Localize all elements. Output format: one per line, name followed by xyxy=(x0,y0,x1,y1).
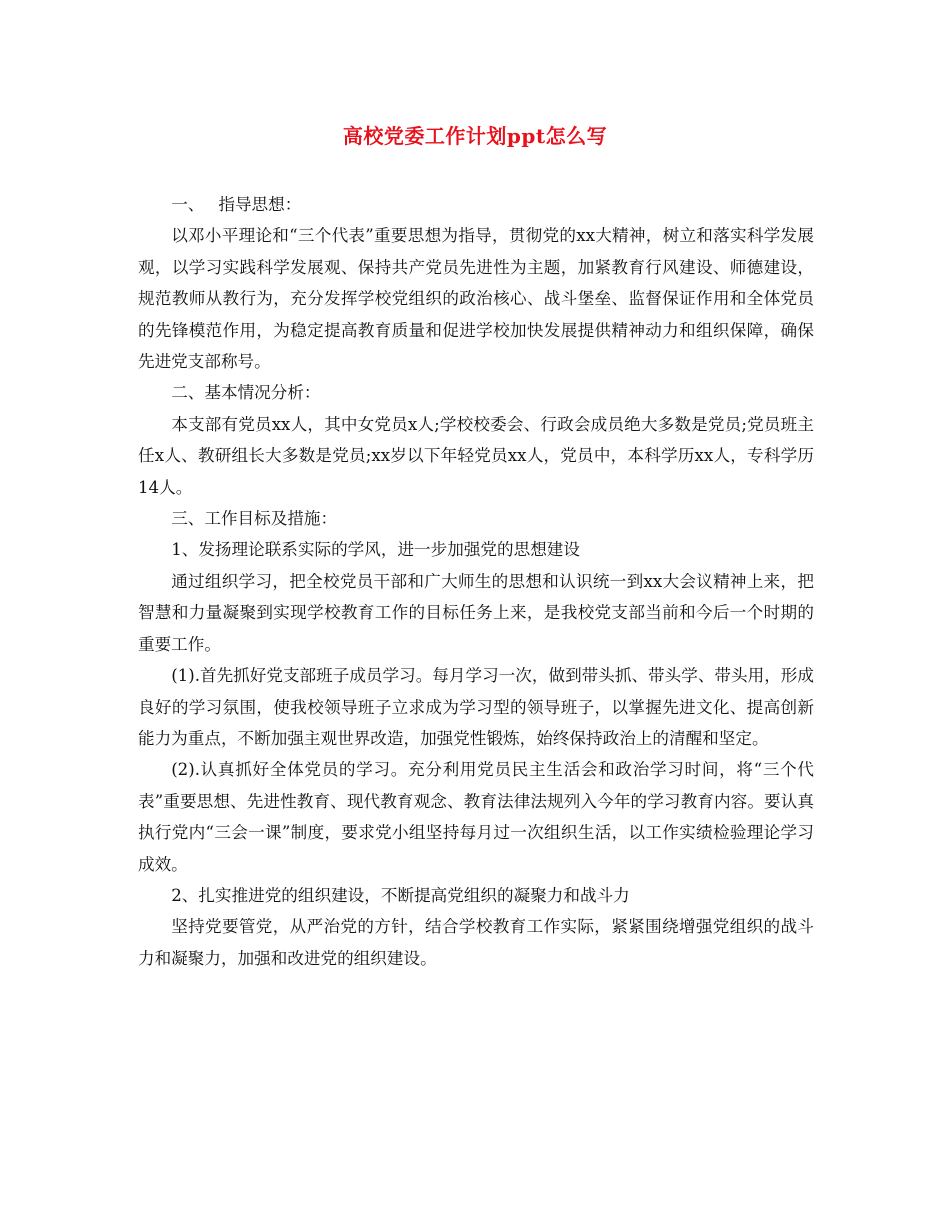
section-1-paragraph: 以邓小平理论和“三个代表”重要思想为指导，贯彻党的xx大精神，树立和落实科学发展观，以学习实践科学发展观、保持共产党员先进性为主题，加紧教育行风建设、师德建设，规范教师从教行为，充分发挥学校党组织的政治核心、战斗堡垒、监督保证作用和全体党员的先锋模范作用，为稳定提高教育质量和促进学校加快发展提供精神动力和组织保障，确保先进党支部称号。 xyxy=(138,226,814,372)
document-body xyxy=(138,189,814,974)
subsection-1-heading: 1、发扬理论联系实际的学风，进一步加强党的思想建设 xyxy=(171,540,580,560)
section-1-heading xyxy=(138,189,814,220)
subsection-2-paragraph: 坚持党要管党，从严治党的方针，结合学校教育工作实际，紧紧围绕增强党组织的战斗力和凝聚力，加强和改进党的组织建设。 xyxy=(138,917,814,968)
section-1-number: 一、 xyxy=(171,195,205,214)
section-2-heading: 二、基本情况分析： xyxy=(171,383,321,403)
section-3-heading: 三、工作目标及措施： xyxy=(171,509,338,529)
section-2-paragraph: 本支部有党员xx人，其中女党员x人;学校校委会、行政会成员绝大多数是党员;党员班主任x人、教研组长大多数是党员;xx岁以下年轻党员xx人，党员中，本科学历xx人，专科学历14人。 xyxy=(138,414,814,497)
document-title: 高校党委工作计划ppt怎么写 xyxy=(342,124,608,148)
subsection-2-heading: 2、扎实推进党的组织建设，不断提高党组织的凝聚力和战斗力 xyxy=(171,885,630,905)
subsection-1-paragraph: 通过组织学习，把全校党员干部和广大师生的思想和认识统一到xx大会议精神上来，把智慧和力量凝聚到实现学校教育工作的目标任务上来，是我校党支部当前和今后一个时期的重要工作。 xyxy=(138,571,814,654)
section-1-title: 指导思想： xyxy=(218,195,302,214)
subsection-1-item-2: (2).认真抓好全体党员的学习。充分利用党员民主生活会和政治学习时间，将“三个代表”重要思想、先进性教育、现代教育观念、教育法律法规列入今年的学习教育内容。要认真执行党内“三会一课”制度，要求党小组坚持每月过一次组织生活，以工作实绩检验理论学习成效。 xyxy=(138,760,814,874)
subsection-1-item-1: (1).首先抓好党支部班子成员学习。每月学习一次，做到带头抓、带头学、带头用，形成良好的学习氛围，使我校领导班子立求成为学习型的领导班子，以掌握先进文化、提高创新能力为重点，不断加强主观世界改造，加强党性锻炼，始终保持政治上的清醒和坚定。 xyxy=(138,666,814,748)
